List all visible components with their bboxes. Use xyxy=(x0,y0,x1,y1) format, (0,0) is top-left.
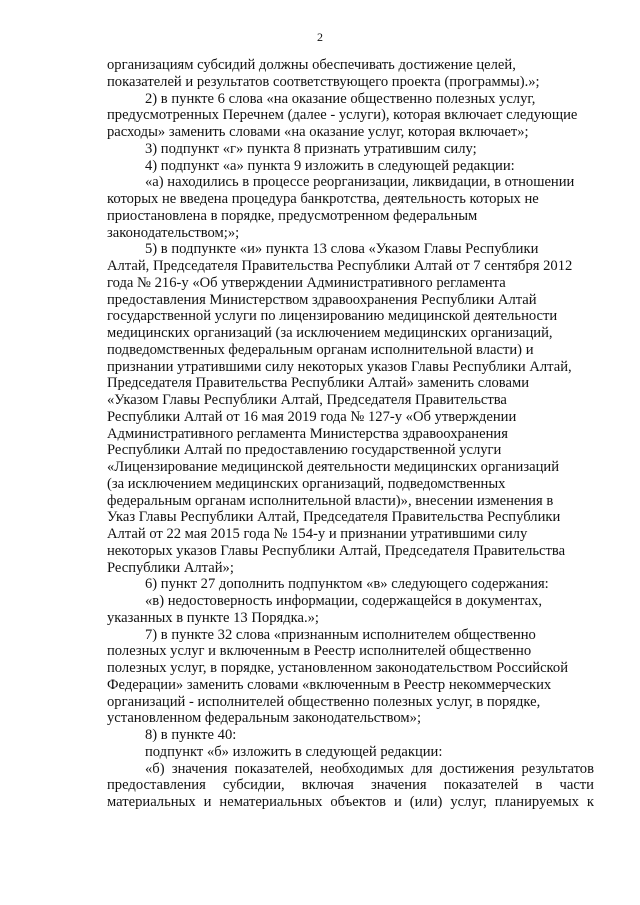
paragraph-item-7: 7) в пункте 32 слова «признанным исполнителем общественно полезных услуг и включенным в Реестр исполнителей общественно полезных услуг, в порядке, установленном законодательством Российской Федерации» заменить словами «включенным в Реестр некоммерческих организаций - исполнителей общественно полезных услуг, в порядке, установленном федеральным законодательством»; xyxy=(107,626,569,727)
paragraph-item-8-text: «б) значения показателей, необходимых для достижения результатов предоставления субсидии, включая значения показателей в части материальных и нематериальных объектов и (или) услуг, планируемых к xyxy=(107,760,594,810)
paragraph-item-8-subitem: подпункт «б» изложить в следующей редакции: xyxy=(145,743,443,760)
paragraph-item-4: 4) подпункт «а» пункта 9 изложить в следующей редакции: xyxy=(145,157,515,174)
paragraph-item-5: 5) в подпункте «и» пункта 13 слова «Указом Главы Республики Алтай, Председателя Правительства Республики Алтай от 7 сентября 2012 года № 216-у «Об утверждении Административного регламента предоставления Министерством здравоохранения Республики Алтай государственной услуги по лицензированию медицинской деятельности медицинских организаций (за исключением медицинских организаций, подведомственных федеральным органам исполнительной власти) и признании утратившими силу некоторых указов Главы Республики Алтай, Председателя Правительства Республики Алтай» заменить словами «Указом Главы Республики Алтай, Председателя Правительства Республики Алтай от 16 мая 2019 года № 127-у «Об утверждении Административного регламента Министерства здравоохранения Республики Алтай по предоставлению государственной услуги «Лицензирование медицинской деятельности медицинских организаций (за исключением медицинских организаций, подведомственных федеральным органам исполнительной власти)», внесении изменения в Указ Главы Республики Алтай, Председателя Правительства Республики Алтай от 22 мая 2015 года № 154-у и признании утратившими силу некоторых указов Главы Республики Алтай, Председателя Правительства Республики Алтай»; xyxy=(107,241,573,576)
paragraph-item-8: 8) в пункте 40: xyxy=(145,727,237,743)
paragraph-item-2: 2) в пункте 6 слова «на оказание общественно полезных услуг, предусмотренных Перечнем (далее - услуги), которая включает следующие расходы» заменить словами «на оказание услуг, которая включает»; xyxy=(107,90,578,140)
page-number: 2 xyxy=(317,30,323,44)
paragraph-item-6-text: «в) недостоверность информации, содержащейся в документах, указанных в пункте 13 Порядка.»; xyxy=(107,593,543,626)
paragraph-item-6: 6) пункт 27 дополнить подпунктом «в» следующего содержания: xyxy=(145,576,549,593)
paragraph-item-3: 3) подпункт «г» пункта 8 признать утратившим силу; xyxy=(145,140,477,157)
document-body xyxy=(107,57,594,811)
paragraph-item-4-text: «а) находились в процессе реорганизации, ликвидации, в отношении которых не введена процедура банкротства, деятельность которых не приостановлена в порядке, предусмотренном федеральным законодательством;»; xyxy=(107,174,575,241)
paragraph-1-continuation: организациям субсидий должны обеспечивать достижение целей, показателей и результатов соответствующего проекта (программы).»; xyxy=(107,57,540,90)
